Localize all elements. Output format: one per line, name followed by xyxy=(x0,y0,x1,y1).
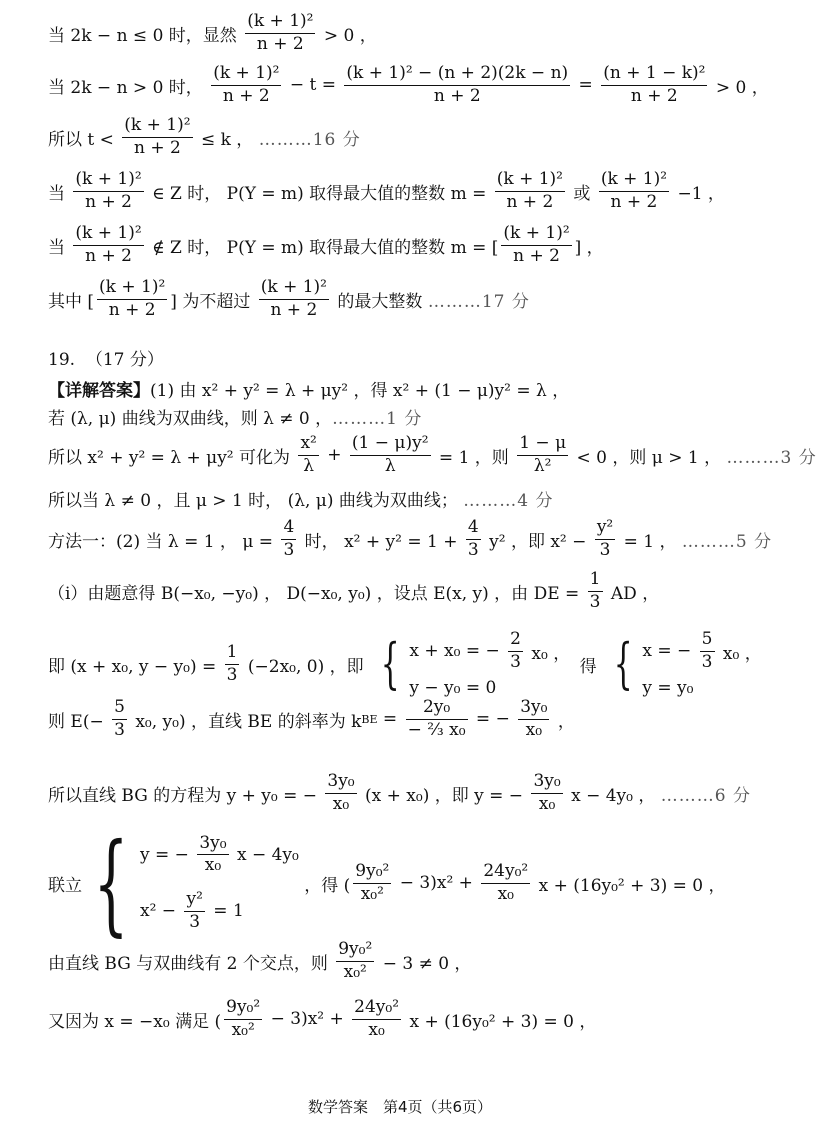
fraction xyxy=(508,630,523,672)
text-segment: 时， x² + y² = 1 + xyxy=(299,531,463,552)
numerator: (k + 1)² xyxy=(503,223,570,243)
denominator: n + 2 xyxy=(108,299,156,320)
denominator: n + 2 xyxy=(506,191,554,212)
text-segment: − 3)x² + xyxy=(394,873,479,893)
denominator: n + 2 xyxy=(270,299,318,320)
text-segment: x + x₀ = − xyxy=(409,641,506,662)
fraction xyxy=(211,64,281,106)
denominator: n + 2 xyxy=(610,191,658,212)
numerator: y² xyxy=(596,517,614,537)
fraction xyxy=(588,570,603,612)
text-segment: x₀ ， xyxy=(525,643,571,664)
text-line xyxy=(48,518,780,560)
text-segment: x₀ ， xyxy=(717,643,762,664)
text-segment: x² − xyxy=(140,901,182,922)
text-segment: − t = xyxy=(284,75,342,96)
denominator: x₀ xyxy=(525,719,543,740)
text-line xyxy=(48,404,780,429)
text-segment: x − 4y₀ xyxy=(231,844,299,865)
numerator: 24y₀² xyxy=(354,997,400,1017)
system-row xyxy=(409,630,570,672)
fraction xyxy=(531,772,562,814)
fraction xyxy=(225,643,240,685)
numerator: 1 xyxy=(226,642,238,662)
fraction xyxy=(495,170,565,212)
text-segment: x + (16y₀² + 3) = 0 ， xyxy=(533,875,726,896)
numerator: 5 xyxy=(701,629,713,649)
text-segment: − 3 ≠ 0 ， xyxy=(377,953,472,974)
fraction xyxy=(97,278,167,320)
denominator: x₀² xyxy=(360,883,384,904)
text-segment: （i）由题意得 B(−x₀, −y₀) ， D(−x₀, y₀) ，设点 E(x, y) ，由 DE = xyxy=(48,583,585,604)
denominator: 3 xyxy=(467,539,479,560)
text-segment: 即 (x + x₀, y − y₀) = xyxy=(48,656,222,677)
fraction xyxy=(518,698,549,740)
question-number xyxy=(48,345,780,370)
text-segment: 所以直线 BG 的方程为 y + y₀ = − xyxy=(48,785,323,806)
fraction xyxy=(517,434,568,476)
numerator: x² xyxy=(300,433,317,453)
numerator: 1 xyxy=(589,569,601,589)
denominator: n + 2 xyxy=(222,85,270,106)
system-row xyxy=(140,890,299,932)
text-segment: = − xyxy=(470,709,516,730)
text-segment: = 1 ， xyxy=(618,531,682,552)
text-segment: < 0 ，则 μ > 1 ， xyxy=(571,447,727,468)
fraction xyxy=(501,224,571,266)
left-brace: { xyxy=(380,632,400,696)
text-segment: 若 (λ, μ) 曲线为双曲线，则 λ ≠ 0 ， xyxy=(48,409,333,429)
text-segment: x = − xyxy=(642,641,697,662)
fraction xyxy=(336,940,374,982)
score-marker: ………3 分 xyxy=(726,447,817,468)
denominator: n + 2 xyxy=(134,137,181,158)
denominator: 3 xyxy=(114,719,125,740)
text-segment: x₀, y₀) ，直线 BE 的斜率为 k xyxy=(129,711,362,732)
system-row xyxy=(642,630,761,672)
fraction xyxy=(352,998,401,1040)
numerator: (k + 1)² xyxy=(496,169,563,189)
numerator: (k + 1)² xyxy=(99,277,166,297)
text-segment: (1) 由 x² + y² = λ + μy² ，得 x² + (1 − μ)y² = λ ， xyxy=(150,381,570,401)
numerator: 2 xyxy=(510,629,521,649)
numerator: (k + 1)² − (n + 2)(2k − n) xyxy=(346,63,569,83)
page-footer: 数学答案 第4页（共6页） xyxy=(307,1098,493,1116)
text-segment: 其中 [ xyxy=(48,291,95,312)
denominator: 3 xyxy=(226,664,238,685)
text-line xyxy=(48,170,780,212)
numerator: 1 − μ xyxy=(519,433,567,453)
text-segment: (−2x₀, 0) ，即 xyxy=(242,656,370,677)
score-marker: ………6 分 xyxy=(660,785,752,806)
text-segment: y = y₀ xyxy=(642,678,694,699)
numerator: 3y₀ xyxy=(327,771,355,791)
text-segment: 当 2k − n ≤ 0 时，显然 xyxy=(48,25,243,46)
text-line xyxy=(48,224,780,266)
system-row xyxy=(140,834,299,876)
text-segment: = 1 ，则 xyxy=(433,447,515,468)
text-segment: y − y₀ = 0 xyxy=(409,678,497,699)
numerator: 3y₀ xyxy=(199,832,227,853)
fraction xyxy=(122,116,192,158)
text-line xyxy=(48,278,780,320)
text-segment: x + (16y₀² + 3) = 0 ， xyxy=(404,1011,597,1032)
denominator: λ xyxy=(303,455,315,476)
fraction xyxy=(298,434,318,476)
denominator: n + 2 xyxy=(433,85,481,106)
text-segment: = xyxy=(573,75,599,96)
fraction xyxy=(601,64,707,106)
denominator: x₀² xyxy=(231,1019,255,1040)
fraction xyxy=(595,518,615,560)
denominator: 3 xyxy=(599,539,611,560)
numerator: 2y₀ xyxy=(422,697,451,717)
denominator: 3 xyxy=(510,651,521,672)
text-line xyxy=(48,12,780,54)
fraction xyxy=(350,434,431,476)
text-segment: 当 xyxy=(48,237,71,258)
fraction xyxy=(245,12,315,54)
text-segment: 联立 xyxy=(48,875,82,896)
denominator: 3 xyxy=(283,539,295,560)
fraction xyxy=(73,170,143,212)
numerator: 5 xyxy=(114,697,125,717)
text-segment: 当 xyxy=(48,183,71,204)
numerator: 4 xyxy=(467,517,479,537)
text-segment: 所以 t < xyxy=(48,129,120,150)
numerator: (k + 1)² xyxy=(260,277,327,297)
text-line xyxy=(48,772,780,814)
numerator: 9y₀² xyxy=(355,860,390,881)
numerator: y² xyxy=(186,889,203,909)
text-line xyxy=(48,698,780,740)
fraction xyxy=(197,834,228,876)
fraction xyxy=(353,862,391,904)
numerator: (n + 1 − k)² xyxy=(603,63,706,83)
numerator: 4 xyxy=(283,517,295,537)
equation-system xyxy=(373,630,570,698)
score-marker: ………17 分 xyxy=(427,291,530,312)
text-line xyxy=(48,819,780,947)
denominator: x₀ xyxy=(497,883,514,904)
text-segment: ∈ Z 时， P(Y = m) 取得最大值的整数 m = xyxy=(146,183,492,204)
text-line xyxy=(48,116,780,158)
fraction xyxy=(700,630,715,672)
text-segment: 方法一：(2) 当 λ = 1 ， μ = xyxy=(48,531,279,552)
text-segment: 则 E(− xyxy=(48,711,110,732)
equation-system xyxy=(606,630,762,698)
denominator: x₀ xyxy=(204,855,222,876)
denominator: 3 xyxy=(189,911,201,932)
denominator: n + 2 xyxy=(256,33,304,54)
fraction xyxy=(344,64,570,106)
left-brace: { xyxy=(93,819,129,947)
score-marker: ………5 分 xyxy=(681,531,773,552)
text-segment: ≤ k ， xyxy=(195,129,259,150)
fraction xyxy=(325,772,356,814)
text-segment: ， xyxy=(552,711,575,732)
text-segment: ，得 ( xyxy=(298,875,351,896)
text-segment: 所以当 λ ≠ 0 ，且 μ > 1 时， (λ, μ) 曲线为双曲线； xyxy=(48,491,464,511)
denominator: n + 2 xyxy=(513,245,560,266)
numerator: 9y₀² xyxy=(226,997,261,1017)
answer-heading: 【详解答案】 xyxy=(48,381,150,401)
system-row xyxy=(642,678,761,698)
score-marker: ………16 分 xyxy=(258,129,361,150)
text-line xyxy=(48,486,780,511)
fraction xyxy=(481,862,530,904)
text-segment: AD ， xyxy=(605,583,660,604)
fraction xyxy=(466,518,481,560)
numerator: 3y₀ xyxy=(533,771,561,791)
text-line xyxy=(48,376,780,401)
fraction xyxy=(259,278,329,320)
numerator: 24y₀² xyxy=(483,860,529,881)
text-line xyxy=(48,570,780,612)
denominator: λ² xyxy=(533,455,552,476)
fraction xyxy=(406,698,468,740)
text-segment: > 0 ， xyxy=(710,77,769,98)
denominator: n + 2 xyxy=(85,245,132,266)
denominator: n + 2 xyxy=(630,85,678,106)
numerator: (k + 1)² xyxy=(247,11,314,31)
denominator: x₀ xyxy=(538,793,556,814)
text-segment: y² ，即 x² − xyxy=(483,531,592,552)
text-segment: −1 ， xyxy=(672,183,725,204)
fraction xyxy=(73,224,143,266)
text-segment: 由直线 BG 与双曲线有 2 个交点，则 xyxy=(48,953,334,974)
text-segment: y = − xyxy=(140,844,195,865)
score-marker: ………4 分 xyxy=(463,491,554,511)
denominator: 3 xyxy=(589,591,601,612)
text-segment: + xyxy=(321,445,347,466)
equation-system xyxy=(140,834,299,932)
left-brace: { xyxy=(613,632,633,696)
numerator: 9y₀² xyxy=(338,939,373,959)
fraction xyxy=(224,998,262,1040)
text-line xyxy=(48,630,780,698)
text-line xyxy=(48,433,817,476)
numerator: (k + 1)² xyxy=(75,223,142,243)
score-marker: ………1 分 xyxy=(332,409,423,429)
text-segment: 又因为 x = −x₀ 满足 ( xyxy=(48,1011,222,1032)
text-line xyxy=(48,998,780,1040)
numerator: (k + 1)² xyxy=(75,169,142,189)
fraction xyxy=(112,698,127,740)
text-segment: > 0 ， xyxy=(318,25,377,46)
text-segment: − 3)x² + xyxy=(265,1009,350,1030)
text-segment: 得 xyxy=(574,656,603,677)
text-segment: 的最大整数 xyxy=(332,291,428,312)
text-segment: ] ， xyxy=(574,237,604,258)
text-segment: = 1 xyxy=(207,901,244,922)
system-row xyxy=(409,678,570,698)
text-line xyxy=(48,64,780,106)
text-segment: ] 为不超过 xyxy=(170,291,256,312)
denominator: λ xyxy=(384,455,396,476)
denominator: n + 2 xyxy=(85,191,132,212)
text-segment: 19. （17 分） xyxy=(48,350,164,370)
text-segment: 或 xyxy=(568,183,596,204)
subscript: BE xyxy=(361,712,378,726)
denominator: x₀ xyxy=(332,793,350,814)
text-segment: ∉ Z 时， P(Y = m) 取得最大值的整数 m = [ xyxy=(146,237,499,258)
numerator: (k + 1)² xyxy=(213,63,280,83)
text-segment: 所以 x² + y² = λ + μy² 可化为 xyxy=(48,447,296,468)
fraction xyxy=(281,518,296,560)
text-segment: x − 4y₀ ， xyxy=(565,785,661,806)
denominator: − ⅔ x₀ xyxy=(407,719,466,740)
fraction xyxy=(599,170,669,212)
numerator: (k + 1)² xyxy=(124,115,191,135)
fraction xyxy=(184,890,204,932)
denominator: 3 xyxy=(701,651,713,672)
numerator: (k + 1)² xyxy=(600,169,668,189)
denominator: x₀² xyxy=(343,961,367,982)
numerator: 3y₀ xyxy=(520,697,548,717)
text-segment: (x + x₀) ，即 y = − xyxy=(359,785,529,806)
text-segment: 当 2k − n > 0 时， xyxy=(48,77,209,98)
text-line xyxy=(48,940,780,982)
text-segment: = xyxy=(377,709,403,730)
denominator: x₀ xyxy=(368,1019,385,1040)
numerator: (1 − μ)y² xyxy=(351,433,429,453)
